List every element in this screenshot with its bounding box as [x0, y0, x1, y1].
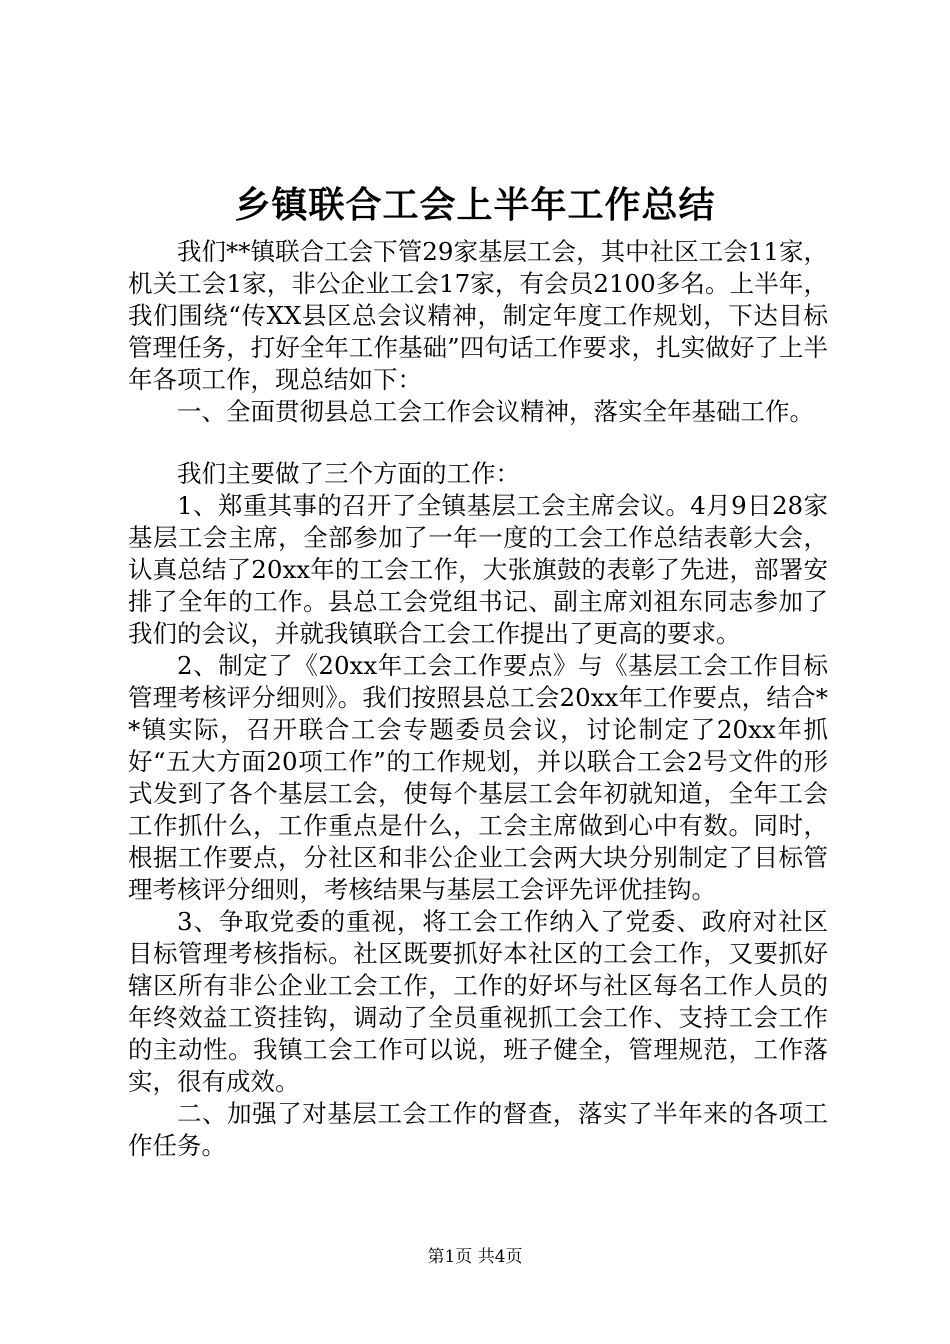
paragraph-item-2: 2、制定了《20xx年工会工作要点》与《基层工会工作目标管理考核评分细则》。我们按照县总工会20xx年工作要点，结合**镇实际，召开联合工会专题委员会议，讨论制定了20xx年抓好“五大方面20项工作”的工作规划，并以联合工会2号文件的形式发到了各个基层工会，使每个基层工会年初就知道，全年工会工作抓什么，工作重点是什么，工会主席做到心中有数。同时，根据工作要点，分社区和非公企业工会两大块分别制定了目标管理考核评分细则，考核结果与基层工会评先评优挂钩。 — [128, 651, 828, 904]
paragraph-summary-lead: 我们主要做了三个方面的工作： — [177, 459, 520, 488]
document-title: 乡镇联合工会上半年工作总结 — [234, 185, 716, 226]
paragraph-item-1: 1、郑重其事的召开了全镇基层工会主席会议。4月9日28家基层工会主席，全部参加了一年一度的工会工作总结表彰大会，认真总结了20xx年的工会工作，大张旗鼓的表彰了先进，部署安排了全年的工作。县总工会党组书记、副主席刘祖东同志参加了我们的会议，并就我镇联合工会工作提出了更高的要求。 — [128, 491, 828, 648]
section-heading-2: 二、加强了对基层工会工作的督查，落实了半年来的各项工作任务。 — [128, 1099, 828, 1160]
page-footer: 第1页 共4页 — [427, 1247, 523, 1267]
section-heading-1: 一、全面贯彻县总工会工作会议精神，落实全年基础工作。 — [177, 397, 814, 426]
paragraph-intro: 我们**镇联合工会下管29家基层工会，其中社区工会11家，机关工会1家，非公企业工会17家，有会员2100多名。上半年，我们围绕“传XX县区总会议精神，制定年度工作规划，下达目标管理任务，打好全年工作基础”四句话工作要求，扎实做好了上半年各项工作，现总结如下： — [128, 237, 828, 394]
document-body — [128, 236, 828, 1162]
paragraph-item-3: 3、争取党委的重视，将工会工作纳入了党委、政府对社区目标管理考核指标。社区既要抓好本社区的工会工作，又要抓好辖区所有非公企业工会工作，工作的好坏与社区每名工作人员的年终效益工资挂钩，调动了全员重视抓工会工作、支持工会工作的主动性。我镇工会工作可以说，班子健全，管理规范，工作落实，很有成效。 — [128, 907, 828, 1096]
